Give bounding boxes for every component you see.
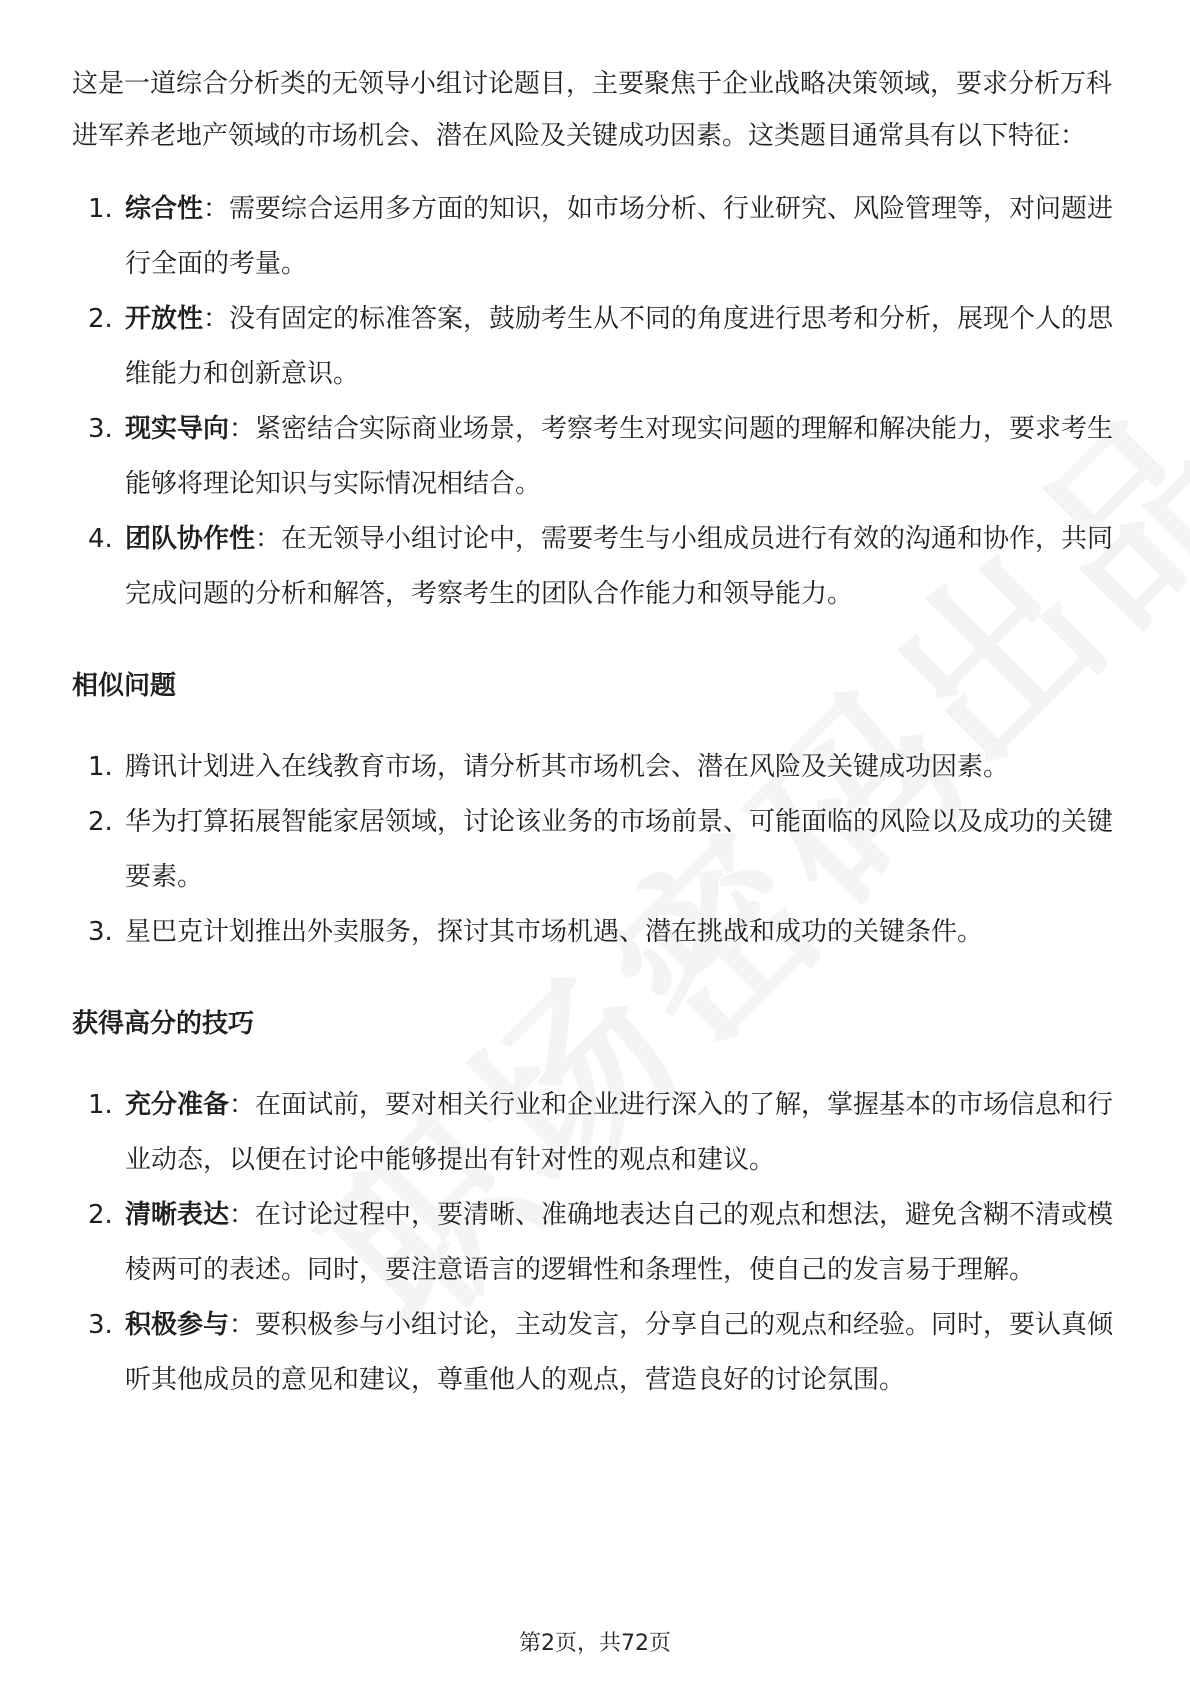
list-item-term: 充分准备	[125, 1090, 230, 1120]
page-footer: 第2页，共72页	[519, 1631, 671, 1656]
intro-paragraph: 这是一道综合分析类的无领导小组讨论题目，主要聚焦于企业战略决策领域，要求分析万科进军养老地产领域的市场机会、潜在风险及关键成功因素。这类题目通常具有以下特征：	[72, 69, 1113, 151]
list-item-text: 紧密结合实际商业场景，考察考生对现实问题的理解和解决能力，要求考生能够将理论知识与实际情况相结合。	[125, 414, 1114, 499]
similar-questions-list	[72, 740, 1122, 960]
tips-list	[72, 1078, 1122, 1408]
list-item-text: 在无领导小组讨论中，需要考生与小组成员进行有效的沟通和协作，共同完成问题的分析和解答，考察考生的团队合作能力和领导能力。	[125, 524, 1114, 609]
section-title-tips: 获得高分的技巧	[72, 1009, 255, 1039]
list-item: 2. 清晰表达：在讨论过程中，要清晰、准确地表达自己的观点和想法，避免含糊不清或模棱两可的表述。同时，要注意语言的逻辑性和条理性，使自己的发言易于理解。	[88, 1200, 1114, 1285]
list-item-term: 开放性	[125, 304, 204, 334]
list-item-term: 团队协作性	[125, 524, 256, 554]
list-item: 1. 充分准备：在面试前，要对相关行业和企业进行深入的了解，掌握基本的市场信息和行业动态，以便在讨论中能够提出有针对性的观点和建议。	[88, 1090, 1114, 1175]
list-item-text: 腾讯计划进入在线教育市场，请分析其市场机会、潜在风险及关键成功因素。	[125, 752, 1010, 782]
list-item-text: 星巴克计划推出外卖服务，探讨其市场机遇、潜在挑战和成功的关键条件。	[125, 917, 984, 947]
section-title-similar: 相似问题	[72, 671, 177, 701]
list-item-text: 在讨论过程中，要清晰、准确地表达自己的观点和想法，避免含糊不清或模棱两可的表述。同时，要注意语言的逻辑性和条理性，使自己的发言易于理解。	[125, 1200, 1114, 1285]
features-list	[72, 182, 1122, 622]
list-item-term: 综合性	[125, 194, 204, 224]
list-item-text: 在面试前，要对相关行业和企业进行深入的了解，掌握基本的市场信息和行业动态，以便在讨论中能够提出有针对性的观点和建议。	[125, 1090, 1114, 1175]
list-item: 3. 星巴克计划推出外卖服务，探讨其市场机遇、潜在挑战和成功的关键条件。	[88, 917, 984, 947]
list-item: 2. 开放性：没有固定的标准答案，鼓励考生从不同的角度进行思考和分析，展现个人的思维能力和创新意识。	[88, 304, 1114, 389]
list-item-text: 需要综合运用多方面的知识，如市场分析、行业研究、风险管理等，对问题进行全面的考量。	[125, 194, 1114, 279]
list-item: 2. 华为打算拓展智能家居领域，讨论该业务的市场前景、可能面临的风险以及成功的关键要素。	[88, 807, 1114, 892]
list-item: 4. 团队协作性：在无领导小组讨论中，需要考生与小组成员进行有效的沟通和协作，共同完成问题的分析和解答，考察考生的团队合作能力和领导能力。	[88, 524, 1114, 609]
list-item: 3. 现实导向：紧密结合实际商业场景，考察考生对现实问题的理解和解决能力，要求考生能够将理论知识与实际情况相结合。	[88, 414, 1114, 499]
list-item: 3. 积极参与：要积极参与小组讨论，主动发言，分享自己的观点和经验。同时，要认真倾听其他成员的意见和建议，尊重他人的观点，营造良好的讨论氛围。	[88, 1310, 1114, 1395]
list-item: 1. 腾讯计划进入在线教育市场，请分析其市场机会、潜在风险及关键成功因素。	[88, 752, 1010, 782]
page-content	[72, 58, 1122, 1408]
list-item: 1. 综合性：需要综合运用多方面的知识，如市场分析、行业研究、风险管理等，对问题进行全面的考量。	[88, 194, 1114, 279]
list-item-text: 华为打算拓展智能家居领域，讨论该业务的市场前景、可能面临的风险以及成功的关键要素。	[125, 807, 1114, 892]
list-item-text: 没有固定的标准答案，鼓励考生从不同的角度进行思考和分析，展现个人的思维能力和创新意识。	[125, 304, 1114, 389]
list-item-term: 积极参与	[125, 1310, 230, 1340]
list-item-term: 现实导向	[125, 414, 230, 444]
list-item-text: 要积极参与小组讨论，主动发言，分享自己的观点和经验。同时，要认真倾听其他成员的意见和建议，尊重他人的观点，营造良好的讨论氛围。	[125, 1310, 1114, 1395]
list-item-term: 清晰表达	[125, 1200, 230, 1230]
